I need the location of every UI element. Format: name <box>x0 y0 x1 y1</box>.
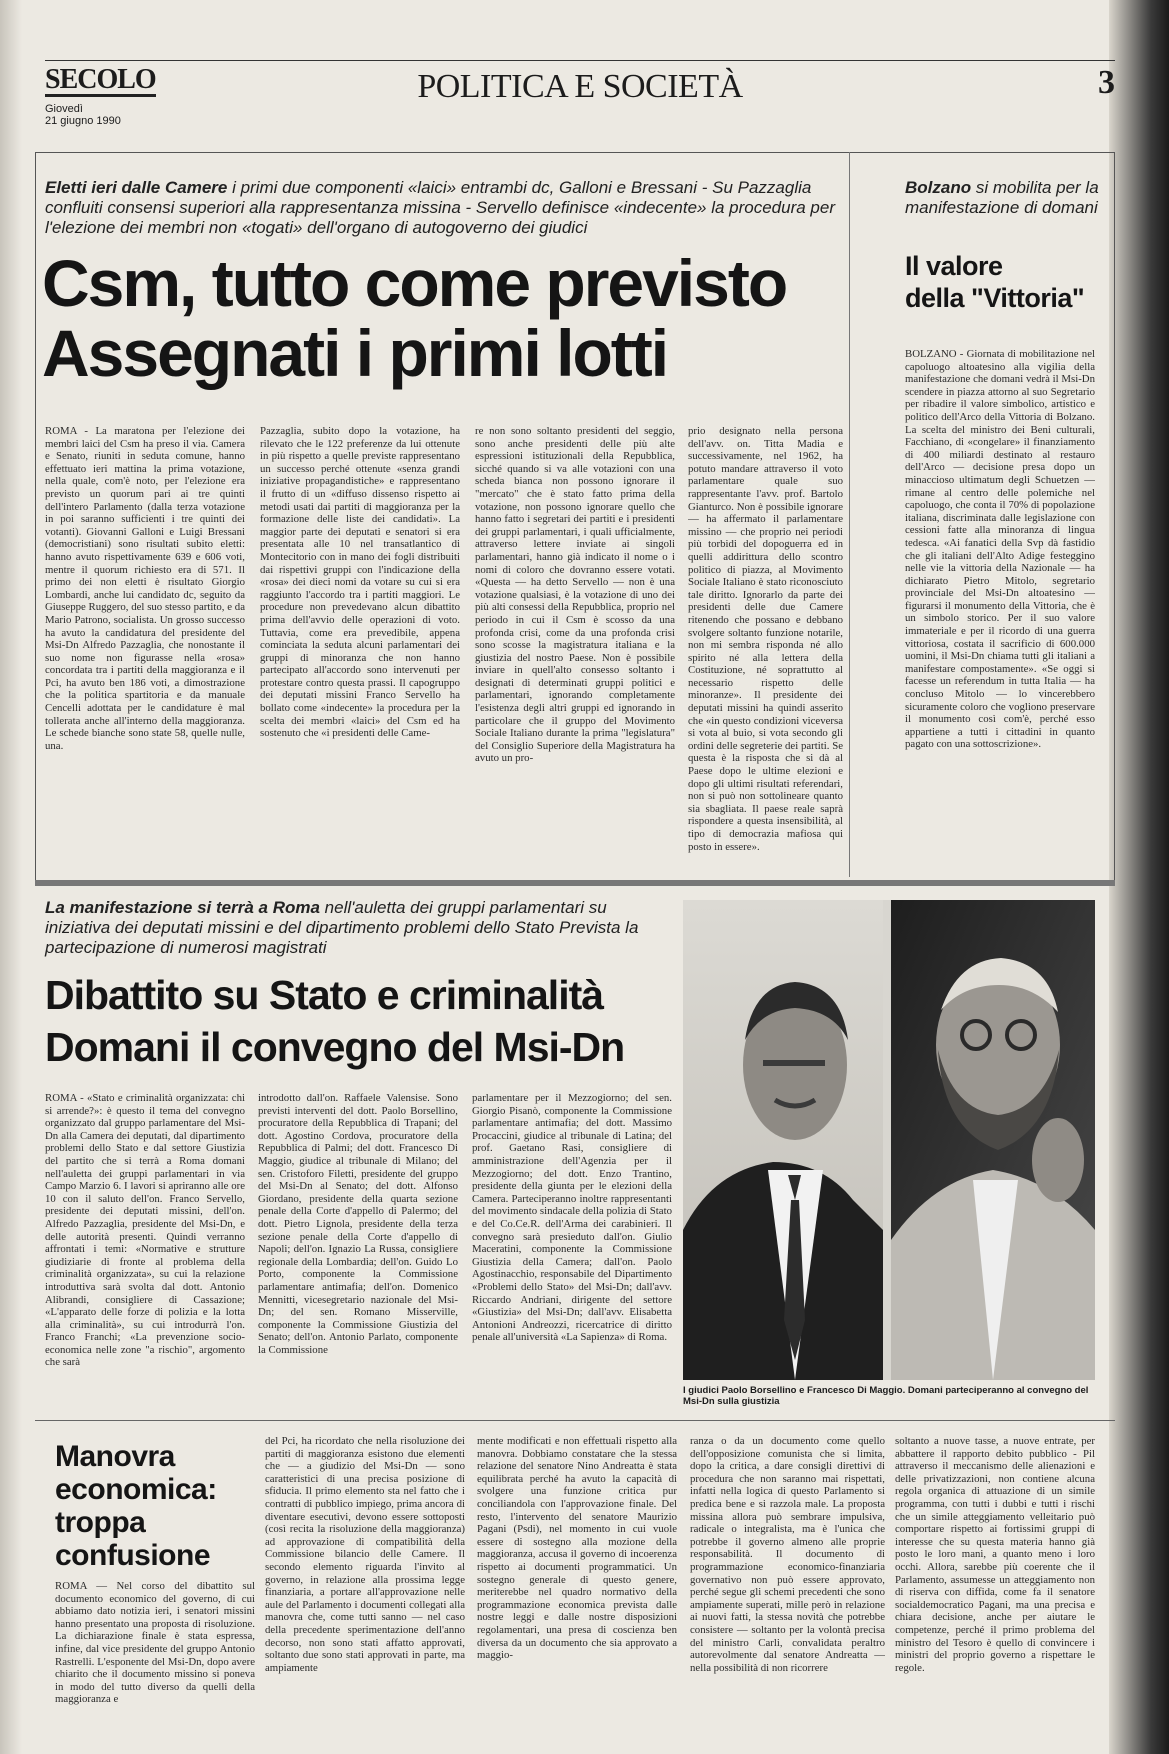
judges-photo-image <box>683 900 1095 1380</box>
article-convegno-headline-2: Domani il convegno del Msi-Dn <box>45 1024 625 1070</box>
sidebar-divider <box>849 152 850 877</box>
newspaper-logo: SECOLO <box>45 64 156 95</box>
section-separator <box>35 880 1115 886</box>
issue-date <box>45 103 121 127</box>
article-convegno-kicker-lead: La manifestazione si terrà a Roma <box>45 898 320 917</box>
issue-date-value: 21 giugno 1990 <box>45 115 121 127</box>
masthead-rule <box>45 60 1115 61</box>
article-manovra-column-3: mente modificati e non effettuali rispetto alla manovra. Dobbiamo constatare che la stessa relazione del senatore Nino Andreatta è stata equilibrata perché ha avuto la capacità di svolgere una funzione critica pur conciliandola con l'approvazione finale. Del resto, l'intervento del senatore Maurizio Pagani (Psdi), nel momento in cui vuole essere di sostegno alla mozione della maggioranza, accusa il governo di incoerenza rispetto ai documenti programmatici. Un sostegno generale di questo genere, meriterebbe nel quadro normativo della programmazione economica prevista dalle nostre leggi e dalle nostre disposizioni regolamentari, una presa di coscienza ben diversa da un documento che sia approvato a maggio- <box>477 1435 677 1662</box>
article-convegno-column-2: introdotto dall'on. Raffaele Valensise. Sono previsti interventi del dott. Paolo Borsellino, procuratore della Repubblica di Trapani; del dott. Agostino Cordova, procuratore della Repubblica di Palmi; del dott. Francesco Di Maggio, giudice al tribunale di Milano; del sen. Cristoforo Filetti, presidente del gruppo del Msi-Dn al Senato; del dott. Alfonso Giordano, presidente della quarta sezione penale della Corte d'appello di Palermo; del dott. Pietro Lignola, presidente della terza sezione penale della Corte d'appello di Napoli; dell'on. Ignazio La Russa, consigliere regionale della Lombardia; dell'on. Guido Lo Porto, componente la Commissione parlamentare antimafia; dell'on. Domenico Mennitti, vicesegretario nazionale del Msi-Dn; del sen. Romano Misserville, componente la Commissione Giustizia del Senato; dell'on. Antonio Parlato, componente la Commissione <box>258 1092 458 1356</box>
page-edge-right <box>1109 0 1169 1754</box>
sidebar-kicker-lead: Bolzano <box>905 178 972 197</box>
article-manovra-column-1: ROMA — Nel corso del dibattito sul documento economico del governo, di cui abbiamo dato notizia ieri, i senatori missini hanno presentato una proposta di risoluzione. La dichiarazione finale è stata espressa, infine, dal vice presidente del gruppo Antonio Rastrelli. L'esponente del Msi-Dn, dopo avere chiarito che il documento missino si poneva in modo del tutto diverso da quelli della maggioranza e <box>55 1580 255 1706</box>
article-convegno-kicker <box>45 898 665 958</box>
page-edge-left <box>0 0 22 1754</box>
article-csm-headline-2: Assegnati i primi lotti <box>42 316 668 390</box>
sidebar-kicker-text: si mobilita per la manifestazione di domani <box>905 178 1099 217</box>
article-manovra-headline: Manovra economica: troppa confusione <box>55 1440 217 1572</box>
sidebar-kicker <box>905 178 1105 218</box>
article-convegno-kicker-text: nell'auletta dei gruppi parlamentari su iniziativa dei deputati missini e del dipartimento problemi dello Stato Prevista la partecipazione di numerosi magistrati <box>45 898 639 957</box>
article-csm-kicker-text: i primi due componenti «laici» entrambi dc, Galloni e Bressani - Su Pazzaglia confluiti consensi superiori alla rappresentanza missina - Servello definisce «indecente» la procedura per l'elezione dei membri non «togati» dell'organo di autogoverno dei giudici <box>45 178 835 237</box>
issue-day: Giovedì <box>45 103 83 115</box>
article-manovra-column-2: del Pci, ha ricordato che nella risoluzione dei partiti di maggioranza esistono due elementi che — a giudizio del Msi-Dn — sono caratteristici di una precisa posizione di sfiducia. Il primo elemento sta nel fatto che i contratti di pubblico impiego, prima ancora di diventare esecutivi, devono essere sottoposti (così recita la risoluzione della maggioranza) ad approvazione di compatibilità della Commissione bilancio delle Camere. Il secondo elemento riguarda l'invito al governo, in relazione alla prossima legge finanziaria, a portare all'approvazione nelle aule del Parlamento i documenti collegati alla manovra che, come tutti sanno — nel caso della precedente sperimentazione dell'anno decorso, non sono stati affatto approvati, soltanto due sono stati approvati in parte, ma ampiamente <box>265 1435 465 1674</box>
sidebar-headline-1: Il valore <box>905 251 1003 281</box>
article-convegno-column-1: ROMA - «Stato e criminalità organizzata: chi si arrende?»: è questo il tema del convegno organizzato dal gruppo parlamentare del Msi-Dn alla Camera dei deputati, dal dipartimento problemi dello Stato e dal settore Giustizia del partito che si terrà a Roma domani nell'auletta dei gruppi parlamentari in via Campo Marzio 6. I lavori si apriranno alle ore 10 con il saluto dell'on. Franco Servello, presidente dei deputati missini, dell'on. Alfredo Pazzaglia, presidente del Msi-Dn, e delle autorità presenti. Quindi verranno affrontati i temi: «Normative e strutture giudiziarie di fronte al problema della criminalità organizzata», su cui la relazione introduttiva sarà svolta dal dott. Antonio Alibrandi, consigliere di Cassazione; «L'apparato delle forze di polizia e la lotta alla criminalità», su cui introdurrà l'on. Franco Franchi; «La prevenzione socio-economica nelle zone "a rischio", argomento che sarà <box>45 1092 245 1369</box>
sidebar-body: BOLZANO - Giornata di mobilitazione nel capoluogo altoatesino alla vigilia della manifestazione che domani vedrà il Msi-Dn scendere in piazza attorno al suo Segretario per ribadire il valore simbolico, artistico e politico dell'Arco della Vittoria di Bolzano. La scelta del ministro dei Beni culturali, Facchiano, di «congelare» il finanziamento di 400 miliardi destinato al restauro dell'Arco — decisione presa dopo un minaccioso ultimatum degli Schuetzen — rimane al centro delle polemiche nel capoluogo, che conta il 70% di popolazione italiana, discriminata dalle legislazione con cessioni fatte alla minoranza di lingua tedesca. «Ai fanatici della Svp dà fastidio che gli italiani dell'Alto Adige festeggino nelle vie la vittoria della Nazionale — ha dichiarato Pietro Mitolo, segretario provinciale del Msi-Dn altoatesino — figurarsi il monumento della Vittoria, che è un simbolo storico. Per il suo valore immateriale e per il ricordo di una guerra vittoriosa, costata il sacrificio di 600.000 uomini, il Msi-Dn chiama tutti gli italiani a manifestare compostamente». «Se oggi si facesse un referendum in tutta Italia — ha concluso Mitolo — lo vincerebbero sicuramente coloro che vogliono preservare il monumento così com'è, perché esso appartiene a tutti i cittadini in quanto pagato con una sottoscrizione». <box>905 348 1095 751</box>
page-number: 3 <box>1098 64 1115 101</box>
article-csm-kicker-lead: Eletti ieri dalle Camere <box>45 178 228 197</box>
article-convegno-column-3: parlamentare per il Mezzogiorno; del sen. Giorgio Pisanò, componente la Commissione parlamentare antimafia; del dott. Massimo Procaccini, giudice al tribunale di Latina; del prof. Gaetano Rasi, consigliere di amministrazione dell'Agenzia per il Mezzogiorno; del dott. Enzo Trantino, presidente della giunta per le elezioni della Camera. Parteciperanno inoltre rappresentanti del movimento sindacale della polizia di Stato e del Co.Ce.R. dell'Arma dei carabinieri. Il convegno sarà presieduto dall'on. Giulio Maceratini, componente la Commissione Giustizia della Camera; dall'on. Paolo Agostinacchio, responsabile del Dipartimento «Problemi dello Stato» del Msi-Dn; dall'avv. Riccardo Andriani, dirigente del settore «Giustizia» del Msi-Dn; dall'avv. Elisabetta Antonioni Andreozzi, ricercatrice di diritto penale all'università «La Sapienza» di Roma. <box>472 1092 672 1344</box>
photo-caption: I giudici Paolo Borsellino e Francesco Di Maggio. Domani parteciperanno al convegno del Msi-Dn sulla giustizia <box>683 1385 1089 1407</box>
judges-photo <box>683 900 1095 1380</box>
article-manovra-column-5: soltanto a nuove tasse, a nuove entrate, per abbattere il rapporto debito pubblico - Pil attraverso il meccanismo delle alienazioni e delle privatizzazioni, non contiene alcuna regola organica di attuazione di un simile programma, con tutti i dubbi e tutti i rischi che un simile atteggiamento velleitario può comportare rispetto ai fortissimi gruppi di interesse che su questa materia hanno già posto le loro mani, a quanto meno i loro occhi. Allora, sarebbe più coerente che il Parlamento, assumesse un atteggiamento non di riserva con diffida, come fa il senatore socialdemocratico Pagani, ma una precisa e chiara decisione, anche per aiutare le competenze, perché il primo problema del ministro del Tesoro è quello di convincere i ministri del proprio governo a rispettare le regole. <box>895 1435 1095 1674</box>
masthead <box>45 60 1115 130</box>
sidebar-headline-2: della "Vittoria" <box>905 283 1085 313</box>
article-csm-column-1: ROMA - La maratona per l'elezione dei membri laici del Csm ha preso il via. Camera e Senato, riuniti in seduta comune, hanno effettuato ieri mattina la prima votazione, nella quale, com'è noto, per l'elezione era previsto un quorum pari ai tre quinti dell'intero Parlamento (dalla terza votazione in poi saranno sufficienti i tre quinti dei votanti). Giovanni Galloni e Luigi Bressani (democristiani) sono risultati subito eletti: hanno avuto rispettivamente 639 e 606 voti, mentre il quorum richiesto era di 571. Il primo dei non eletti è risultato Giorgio Lombardi, anche lui candidato dc, seguito da Giuseppe Ruggero, del suo stesso partito, e da Mario Patrono, socialista. Un grosso successo ha avuto la candidatura del presidente del Msi-Dn Alfredo Pazzaglia, che nonostante il suo nome non figurasse nella «rosa» concordata tra i partiti della maggioranza e il Pci, ha avuto ben 186 voti, a dimostrazione che la politica spartitoria e da manuale Cencelli adottata per le candidature è mal tollerata anche all'interno della maggioranza. Le schede bianche sono state 58, quelle nulle, una. <box>45 425 245 752</box>
article-manovra-column-4: ranza o da un documento come quello dell'opposizione comunista che si limita, dopo la critica, a dare consigli direttivi di procedura che non saranno mai rispettati, infatti nella logica di questo Parlamento si predica bene e si razzola male. La proposta missina allora può sembrare impulsiva, radicale o integralista, ma è l'unica che potrebbe il governo almeno alle proprie responsabilità. Il documento di programmazione economico-finanziaria governativo non può essere approvato, perché segue gli schemi precedenti che sono ampiamente superati, mille però in relazione ai nuovi fatti, la stessa novità che potrebbe consistere — soltanto per la volontà precisa del ministro Carli, convalidata peraltro autorevolmente dal senatore Andreatta — nella possibilità di non ricorrere <box>690 1435 885 1674</box>
bottom-section-rule <box>35 1420 1115 1421</box>
article-csm-column-2: Pazzaglia, subito dopo la votazione, ha rilevato che le 122 preferenze da lui ottenute in più rispetto a quelle previste rappresentano un successo perché ottenute «senza grandi iniziative propagandistiche» e rappresentano il frutto di un «diffuso dissenso rispetto ai metodi usati dai partiti di maggioranza per la formazione delle liste dei candidati». La maggior parte dei deputati e senatori si era presentata alle 10 nel transatlantico di Montecitorio con in mano dei fogli distribuiti dai rispettivi gruppi con l'indicazione della «rosa» dei dieci nomi da votare su cui si era raggiunto l'accordo tra i partiti maggiori. Le procedure non prevedevano alcun dibattito prima dell'avvio delle operazioni di voto. Tuttavia, come era prevedibile, appena cominciata la seduta alcuni parlamentari dei gruppi di minoranza che non hanno partecipato all'accordo sono intervenuti per protestare contro questa prassi. Il capogruppo dei deputati missini Franco Servello ha bollato come «indecente» la procedura per la scelta dei membri «laici» del Csm ed ha sostenuto che «i presidenti delle Came- <box>260 425 460 740</box>
article-csm-kicker <box>45 178 835 238</box>
section-title: POLITICA E SOCIETÀ <box>417 68 743 105</box>
article-csm-column-3: re non sono soltanto presidenti del seggio, sono anche presidenti delle più alte espressioni istituzionali della Repubblica, sicché quando si va alle votazioni con una scheda bianca non possono ignorare il "mercato" che è stato fatto prima della votazione, non possono ignorare quello che hanno fatto i segretari dei partiti e i presidenti dei gruppi parlamentari, i quali ufficialmente, attraverso lettere inviate ai singoli parlamentari, hanno già indicato il nome o i nomi di coloro che dovranno essere votati. «Questa — ha detto Servello — non è una votazione qualsiasi, è la votazione di uno dei più alti consessi della Repubblica, proprio nel periodo in cui il Csm è scosso da una profonda crisi, come da una profonda crisi sono scosse la magistratura italiana e la giustizia del nostro Paese. Non è possibile inviare in quell'alto consesso soltanto i designati di determinati gruppi politici e parlamentari, ignorando completamente l'esistenza degli altri gruppi ed ignorando in particolare che il gruppo del Movimento Sociale Italiano durante la prima "legislatura" del Consiglio Superiore della Magistratura ha avuto un pro- <box>475 425 675 765</box>
article-csm-column-4: prio designato nella persona dell'avv. on. Titta Madia e successivamente, nel 1962, ha potuto mandare attraverso il voto parlamentare quale suo rappresentante l'avv. prof. Bartolo Gianturco. Non è possibile ignorare — ha affermato il parlamentare missino — che proprio nei periodi più torbidi del dopoguerra ed in quelli addirittura dello scontro politico di piazza, al Movimento Sociale Italiano è stato riconosciuto tale diritto. Ignorarlo da parte dei presidenti delle due Camere ritenendo che possano e debbano svolgere soltanto funzione notarile, non mi sembra risponda né allo spirito né alla lettera della Costituzione, né soprattutto al necessario rispetto delle minoranze». Il presidente dei deputati missini ha quindi asserito che «in questo condizioni viceversa si vota al buio, si vota secondo gli ordini delle segreterie dei partiti. Se questa è la risposta che si dà al Paese dopo le ultime elezioni e dopo gli ultimi risultati referendari, non si può non sottolineare quanto sia sbagliata. Il paese reale saprà rispondere a questa insensibilità, al tipo di democrazia mafiosa qui posto in essere». <box>688 425 843 853</box>
article-convegno-headline-1: Dibattito su Stato e criminalità <box>45 972 604 1018</box>
article-csm-headline-1: Csm, tutto come previsto <box>42 246 787 320</box>
